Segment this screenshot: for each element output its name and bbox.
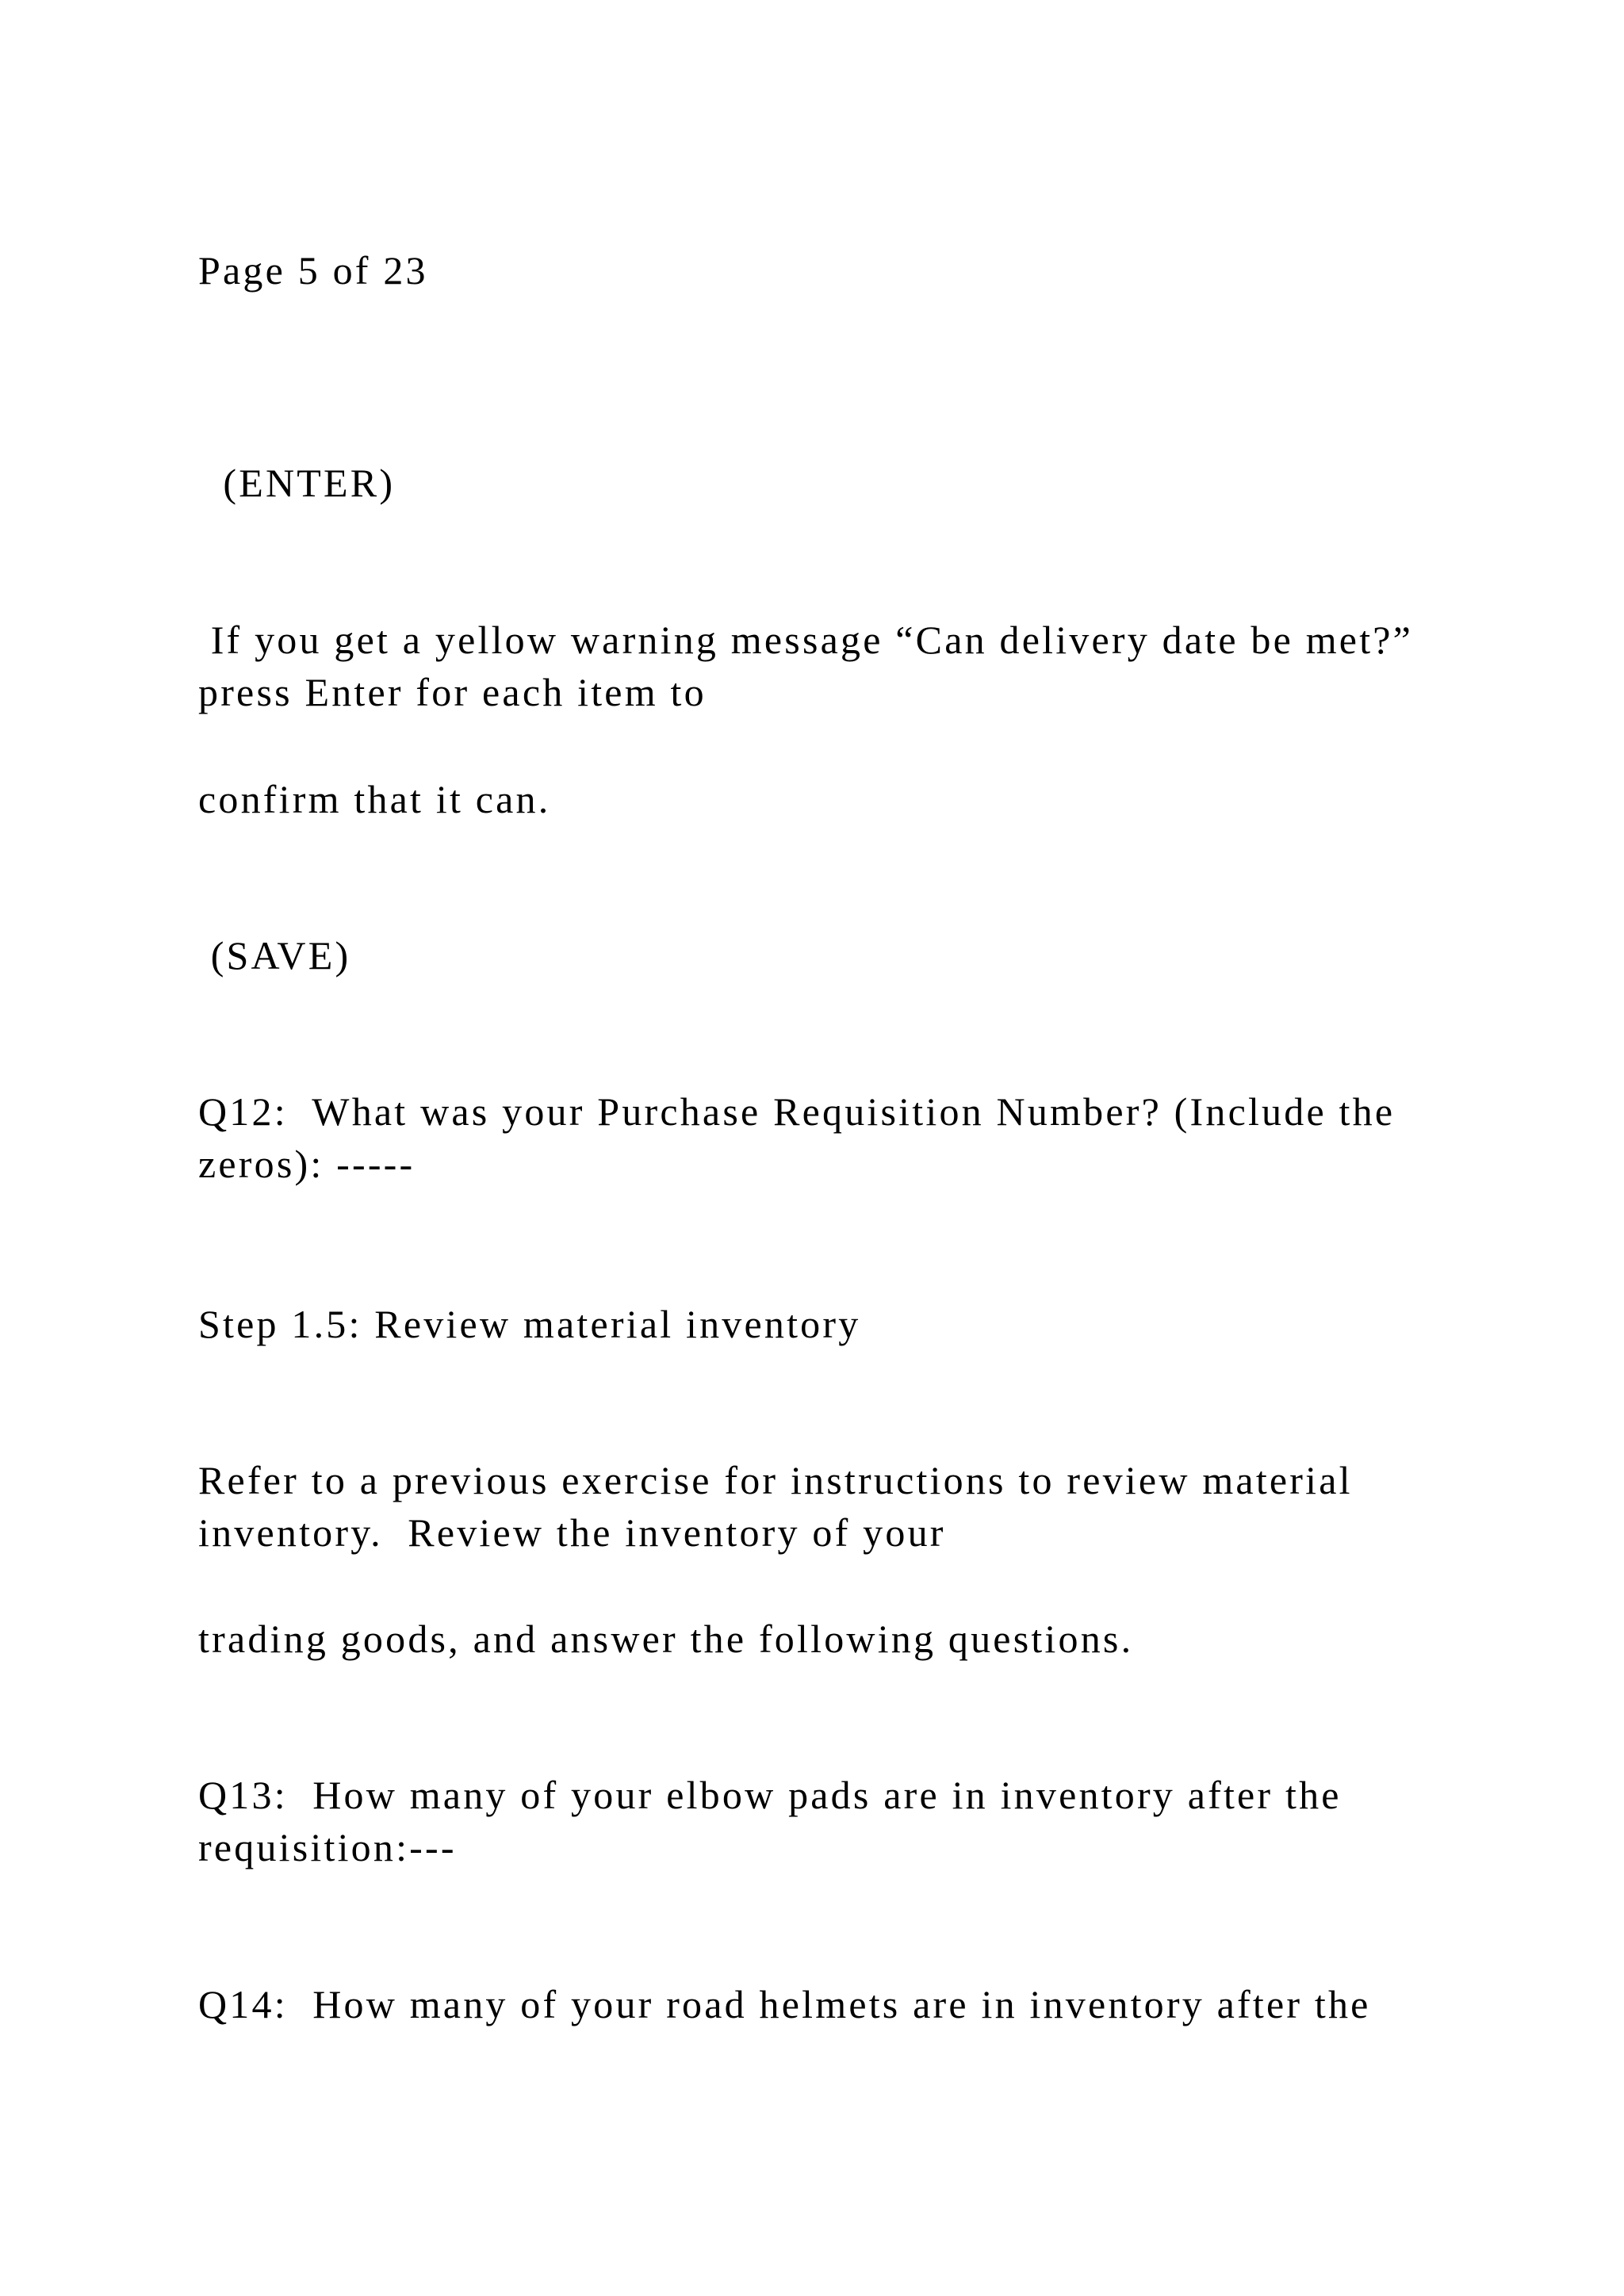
trading-paragraph: trading goods, and answer the following questions. <box>198 1617 1134 1661</box>
refer-paragraph: Refer to a previous exercise for instructions to review material inventory. Review the inventory of your <box>198 1458 1365 1555</box>
page-number-header: Page 5 of 23 <box>198 248 428 293</box>
warning-paragraph: If you get a yellow warning message “Can delivery date be met?” press Enter for each item to <box>198 618 1426 714</box>
question-q13: Q13: How many of your elbow pads are in inventory after the requisition:--- <box>198 1773 1354 1869</box>
confirm-paragraph: confirm that it can. <box>198 777 551 821</box>
question-q12: Q12: What was your Purchase Requisition Number? (Include the zeros): ----- <box>198 1089 1408 1186</box>
question-q14: Q14: How many of your road helmets are in inventory after the <box>198 1982 1371 2026</box>
step-heading: Step 1.5: Review material inventory <box>198 1302 861 1346</box>
save-instruction: (SAVE) <box>198 933 351 978</box>
enter-instruction: (ENTER) <box>198 461 396 505</box>
